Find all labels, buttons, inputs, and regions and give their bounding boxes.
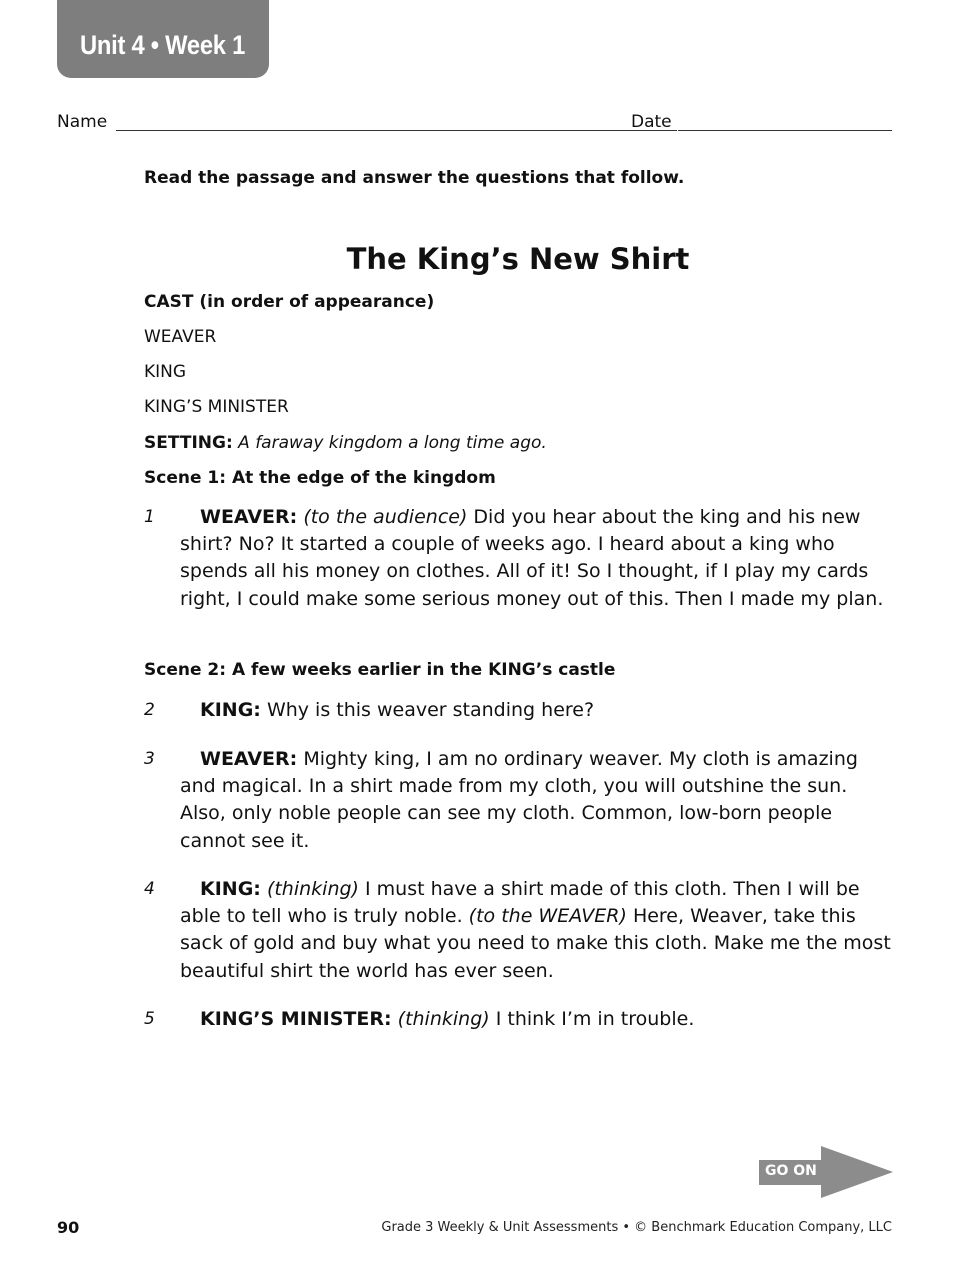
- unit-week-tab: [57, 0, 269, 78]
- speaker: WEAVER:: [200, 748, 298, 770]
- paragraph-number: 1: [144, 507, 155, 527]
- paragraph: [144, 876, 892, 985]
- footer-credit: Grade 3 Weekly & Unit Assessments • © Benchmark Education Company, LLC: [381, 1220, 892, 1235]
- date-field[interactable]: [678, 130, 892, 131]
- dialogue: Mighty king, I am no ordinary weaver. My cloth is amazing and magical. In a shirt made from my cloth, you will outshine the sun. Also, only noble people can see my cloth. Common, low-born people cannot see it.: [180, 748, 858, 852]
- setting-line: [144, 433, 547, 453]
- go-on-arrow: [759, 1146, 893, 1198]
- paragraph-text: [180, 876, 892, 985]
- stage-direction: (thinking): [397, 1008, 490, 1030]
- paragraph: [144, 746, 892, 855]
- paragraph-text: [180, 504, 892, 613]
- go-on-label: GO ON: [765, 1163, 817, 1179]
- name-field[interactable]: [116, 130, 677, 131]
- dialogue: Did you hear about the king and his new shirt? No? It started a couple of weeks ago. I heard about a king who spends all his money on clothes. All of it! So I thought, if I play my cards right, I could make some serious money out of this. Then I made my plan.: [180, 506, 884, 610]
- dialogue: I think I’m in trouble.: [495, 1008, 695, 1030]
- dialogue: I must have a shirt made of this cloth. Then I will be able to tell who is truly noble.: [180, 878, 860, 928]
- paragraph-number: 2: [144, 700, 155, 720]
- dialogue: Here, Weaver, take this sack of gold and buy what you need to make this cloth. Make me the most beautiful shirt the world has ever seen.: [180, 905, 891, 982]
- setting-label: SETTING:: [144, 433, 233, 453]
- instructions: Read the passage and answer the questions that follow.: [144, 168, 685, 188]
- name-label: Name: [57, 112, 108, 132]
- paragraph-text: [180, 746, 892, 855]
- stage-direction: (to the audience): [303, 506, 468, 528]
- cast-member: KING’S MINISTER: [144, 397, 289, 417]
- stage-direction: (to the WEAVER): [468, 905, 627, 928]
- paragraph: [144, 504, 892, 613]
- paragraph-number: 3: [144, 749, 155, 769]
- scene-heading: Scene 1: At the edge of the kingdom: [144, 468, 496, 488]
- paragraph-number: 5: [144, 1009, 155, 1029]
- speaker: KING:: [200, 699, 261, 721]
- cast-member: KING: [144, 362, 187, 382]
- paragraph: [144, 697, 892, 724]
- date-label: Date: [631, 112, 672, 132]
- passage-title: The King’s New Shirt: [346, 242, 690, 276]
- cast-member: WEAVER: [144, 327, 217, 347]
- scene-heading: Scene 2: A few weeks earlier in the KING’s castle: [144, 660, 616, 680]
- paragraph-number: 4: [144, 879, 155, 899]
- speaker: KING’S MINISTER:: [200, 1008, 392, 1030]
- speaker: KING:: [200, 878, 261, 900]
- unit-week-label: Unit 4 • Week 1: [80, 30, 246, 60]
- cast-heading: CAST (in order of appearance): [144, 292, 435, 312]
- paragraph: [144, 1006, 892, 1033]
- name-date-row: [57, 110, 892, 138]
- stage-direction: (thinking): [266, 878, 359, 900]
- dialogue: Why is this weaver standing here?: [266, 699, 595, 721]
- speaker: WEAVER:: [200, 506, 298, 528]
- page-number: 90: [57, 1218, 80, 1237]
- paragraph-text: [180, 697, 892, 724]
- paragraph-text: [180, 1006, 892, 1033]
- setting-text: A faraway kingdom a long time ago.: [238, 433, 547, 453]
